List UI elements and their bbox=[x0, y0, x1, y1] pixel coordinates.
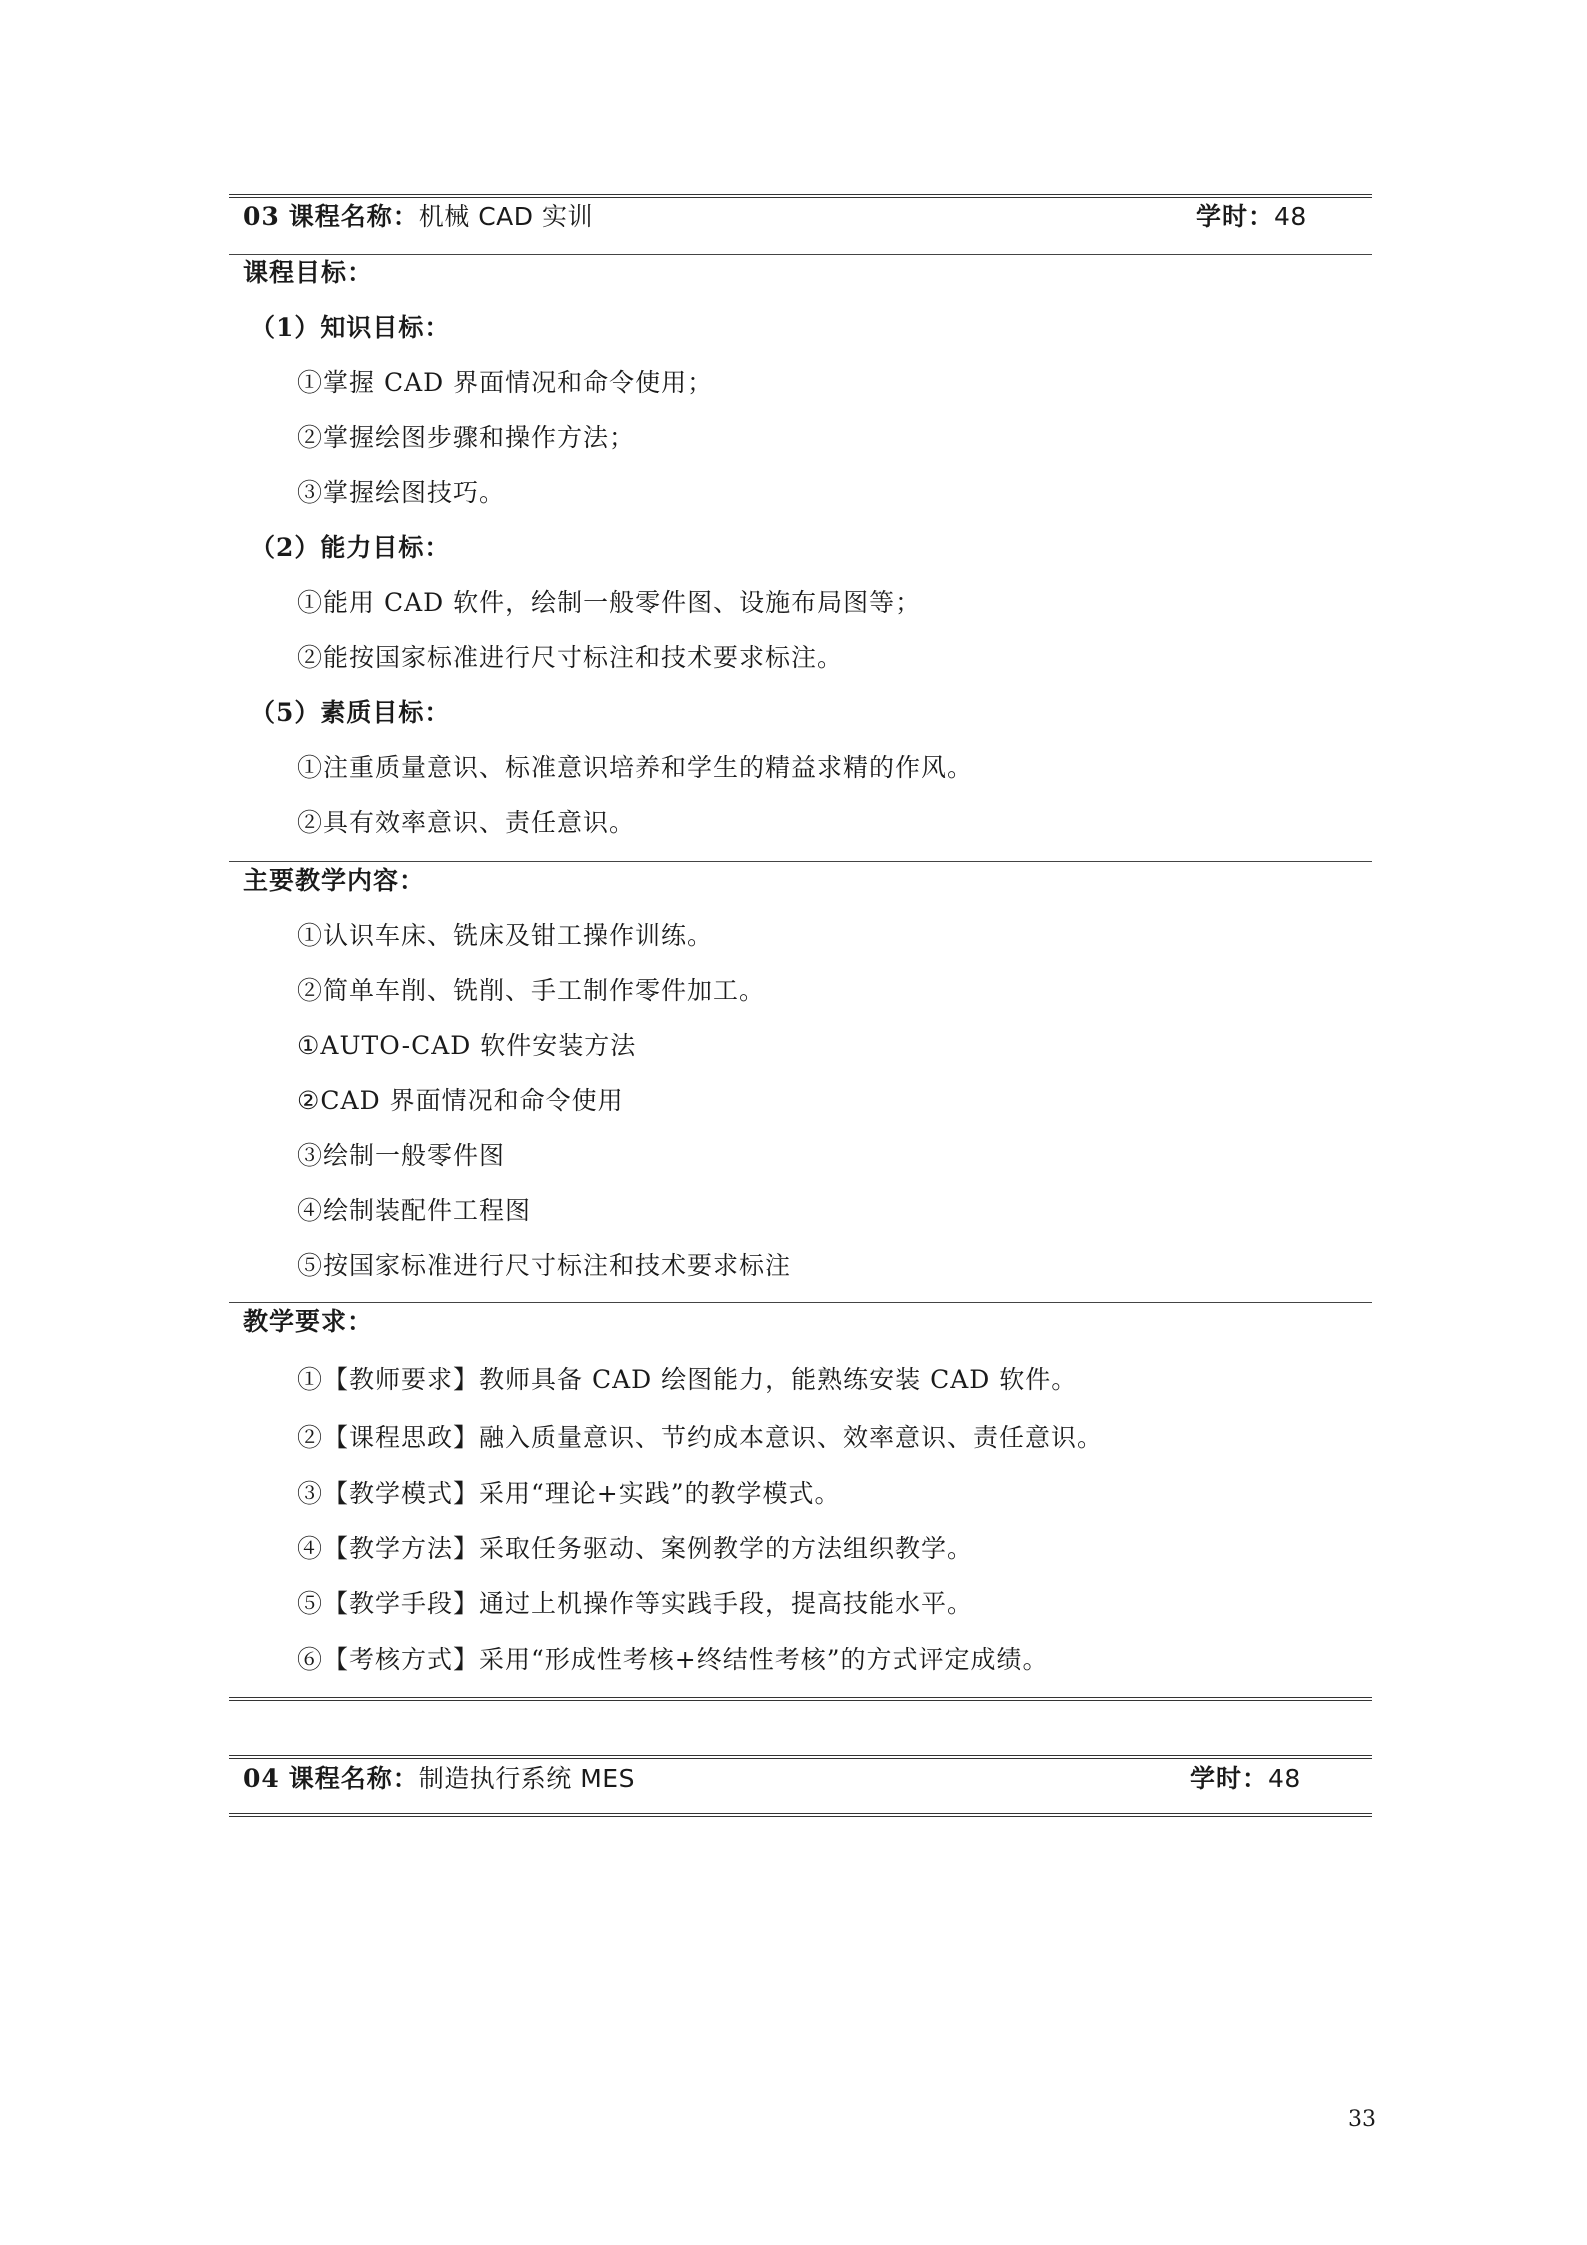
course-04-hours-label: 学时： bbox=[1190, 1764, 1269, 1793]
course-03-name: 机械 CAD 实训 bbox=[418, 202, 593, 231]
content-item: ①认识车床、铣床及钳工操作训练。 bbox=[297, 921, 714, 950]
requirement-item: ②【课程思政】融入质量意识、节约成本意识、效率意识、责任意识。 bbox=[297, 1423, 1104, 1452]
table-bottom-rule bbox=[229, 1697, 1372, 1701]
quality-heading: （5）素质目标： bbox=[250, 698, 451, 727]
quality-item: ②具有效率意识、责任意识。 bbox=[297, 808, 636, 837]
row-divider bbox=[229, 1302, 1372, 1303]
requirement-item: ④【教学方法】采取任务驱动、案例教学的方法组织教学。 bbox=[297, 1534, 974, 1563]
requirement-item: ③【教学模式】采用“理论+实践”的教学模式。 bbox=[297, 1479, 841, 1508]
requirement-item: ⑤【教学手段】通过上机操作等实践手段，提高技能水平。 bbox=[297, 1589, 974, 1618]
content-item: ②简单车削、铣削、手工制作零件加工。 bbox=[297, 976, 766, 1005]
course-03-code: 03 bbox=[243, 202, 280, 231]
row-divider bbox=[229, 254, 1372, 255]
course-04-code: 04 bbox=[243, 1764, 280, 1793]
course-03-name-label: 课程名称： bbox=[288, 202, 419, 231]
knowledge-item: ③掌握绘图技巧。 bbox=[297, 478, 506, 507]
ability-item: ①能用 CAD 软件，绘制一般零件图、设施布局图等； bbox=[297, 588, 922, 617]
course-04-name-label: 课程名称： bbox=[288, 1764, 419, 1793]
requirement-item: ⑥【考核方式】采用“形成性考核+终结性考核”的方式评定成绩。 bbox=[297, 1645, 1049, 1674]
course-04-title bbox=[243, 1762, 635, 1796]
content-item: ③绘制一般零件图 bbox=[297, 1141, 506, 1170]
objectives-heading: 课程目标： bbox=[243, 258, 374, 287]
quality-item: ①注重质量意识、标准意识培养和学生的精益求精的作风。 bbox=[297, 753, 974, 782]
course-03-hours-label: 学时： bbox=[1196, 202, 1275, 231]
table-top-rule bbox=[229, 194, 1372, 198]
row-divider bbox=[229, 861, 1372, 862]
requirement-item: ①【教师要求】教师具备 CAD 绘图能力，能熟练安装 CAD 软件。 bbox=[297, 1365, 1078, 1394]
course-03-hours bbox=[1196, 200, 1307, 234]
page-number: 33 bbox=[1348, 2107, 1376, 2132]
content-heading: 主要教学内容： bbox=[243, 866, 426, 895]
ability-item: ②能按国家标准进行尺寸标注和技术要求标注。 bbox=[297, 643, 844, 672]
knowledge-item: ②掌握绘图步骤和操作方法； bbox=[297, 423, 636, 452]
content-item: ②CAD 界面情况和命令使用 bbox=[297, 1086, 624, 1115]
content-item: ⑤按国家标准进行尺寸标注和技术要求标注 bbox=[297, 1251, 792, 1280]
course-03-hours-value: 48 bbox=[1274, 202, 1307, 231]
course-04-hours-value: 48 bbox=[1268, 1764, 1301, 1793]
table-top-rule bbox=[229, 1755, 1372, 1759]
ability-heading: （2）能力目标： bbox=[250, 533, 451, 562]
content-item: ①AUTO-CAD 软件安装方法 bbox=[297, 1031, 637, 1060]
requirements-heading: 教学要求： bbox=[243, 1307, 374, 1336]
content-item: ④绘制装配件工程图 bbox=[297, 1196, 532, 1225]
knowledge-heading: （1）知识目标： bbox=[250, 313, 451, 342]
table-bottom-rule bbox=[229, 1813, 1372, 1817]
knowledge-item: ①掌握 CAD 界面情况和命令使用； bbox=[297, 368, 714, 397]
course-04-hours bbox=[1190, 1762, 1301, 1796]
course-04-name: 制造执行系统 MES bbox=[418, 1764, 635, 1793]
course-03-title bbox=[243, 200, 593, 234]
